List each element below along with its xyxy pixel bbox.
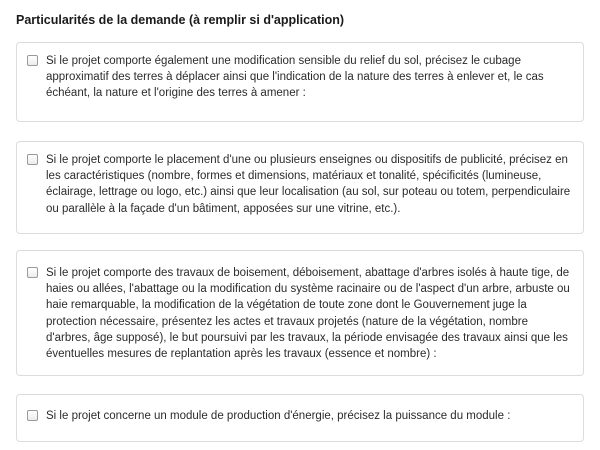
option-row-enseignes <box>27 152 571 217</box>
boisement-checkbox[interactable] <box>27 267 38 278</box>
option-card-boisement <box>16 250 584 376</box>
option-row-boisement <box>27 265 571 362</box>
enseignes-label[interactable]: Si le projet comporte le placement d'une ou plusieurs enseignes ou dispositifs de publicité, précisez en les caractéristiques (nombre, formes et dimensions, matériaux et tonalité, spécificités (lumineuse, éclairage, lettrage ou logo, etc.) ainsi que leur localisation (au sol, sur poteau ou totem, perpendiculaire ou parallèle à la façade d'un bâtiment, apposées sur une vitrine, etc.). <box>46 154 571 215</box>
option-row-energie <box>27 408 571 424</box>
relief-label[interactable]: Si le projet comporte également une modification sensible du relief du sol, précisez le cubage approximatif des terres à déplacer ainsi que l'indication de la nature des terres à enlever et, le cas échéant, la nature et l'origine des terres à amener : <box>46 55 544 100</box>
section-title: Particularités de la demande (à remplir si d'application) <box>16 13 345 27</box>
option-card-relief <box>16 42 584 122</box>
option-row-relief <box>27 53 571 102</box>
energie-label[interactable]: Si le projet concerne un module de production d'énergie, précisez la puissance du module : <box>46 410 511 422</box>
energie-checkbox[interactable] <box>27 410 38 421</box>
boisement-label[interactable]: Si le projet comporte des travaux de boisement, déboisement, abattage d'arbres isolés à haute tige, de haies ou allées, l'abattage ou la modification du système racinaire ou de l'aspect d'un arbre, arbuste ou haie remarquable, la modification de la végétation de toute zone dont le Gouvernement juge la protection nécessaire, présentez les actes et travaux projetés (nature de la végétation, nombre d'arbres, âge supposé), le but poursuivi par les travaux, la période envisagée des travaux ainsi que les éventuelles mesures de replantation après les travaux (essence et nombre) : <box>46 267 570 361</box>
option-card-enseignes <box>16 141 584 234</box>
option-card-energie <box>16 394 584 442</box>
enseignes-checkbox[interactable] <box>27 154 38 165</box>
relief-checkbox[interactable] <box>27 55 38 66</box>
